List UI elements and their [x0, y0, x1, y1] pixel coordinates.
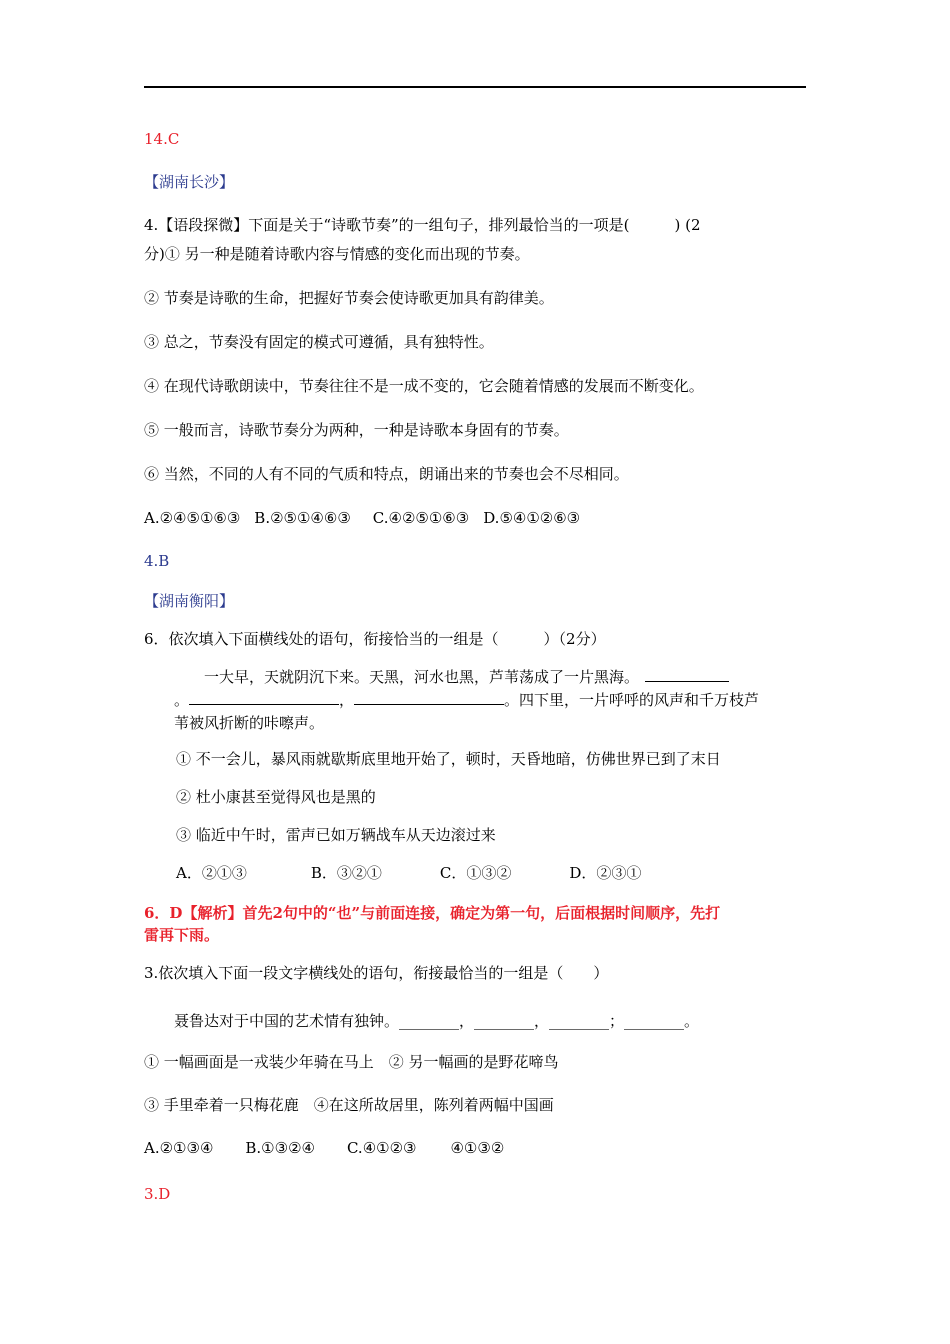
question-6-stem: 6．依次填入下面横线处的语句，衔接恰当的一组是（ ）（2分）	[144, 630, 606, 648]
question-6-passage-line1	[174, 666, 814, 688]
question-6-option-a: A．②①③	[176, 864, 247, 882]
question-3-stem: 3.依次填入下面一段文字横线处的语句，衔接最恰当的一组是（ ）	[144, 964, 609, 982]
question-3-sentences-row1: ① 一幅画面是一戎装少年骑在马上 ② 另一幅画的是野花啼鸟	[144, 1053, 559, 1071]
question-6-passage-text: 一大早，天就阴沉下来。天黑，河水也黑，芦苇荡成了一片黑海。	[204, 668, 640, 686]
question-6-sentence-1: ① 不一会儿，暴风雨就歇斯底里地开始了，顿时，天昏地暗，仿佛世界已到了末日	[176, 750, 721, 768]
question-3-option-c: C.④①②③	[346, 1139, 417, 1157]
question-4-option-d: D.⑤④①②⑥③	[483, 509, 581, 527]
header-rule	[144, 86, 806, 88]
section-heading-hengyang: 【湖南衡阳】	[144, 592, 235, 610]
fill-in-blank[interactable]	[645, 667, 729, 682]
question-3-options	[144, 1137, 814, 1159]
question-4-options	[144, 507, 814, 529]
section-heading-changsha: 【湖南长沙】	[144, 173, 235, 191]
fill-in-blank[interactable]	[354, 690, 504, 705]
question-3-passage: 聂鲁达对于中国的艺术情有独钟。________，________，________；________。	[174, 1012, 700, 1030]
question-6-option-b: B．③②①	[310, 864, 382, 882]
answer-4: 4.B	[144, 552, 170, 570]
question-6-sentence-3: ③ 临近中午时，雷声已如万辆战车从天边滚过来	[176, 826, 496, 844]
question-4-sentence-6: ⑥ 当然，不同的人有不同的气质和特点，朗诵出来的节奏也会不尽相同。	[144, 465, 629, 483]
question-6-sentence-2: ② 杜小康甚至觉得风也是黑的	[176, 788, 376, 806]
question-4-option-a: A.②④⑤①⑥③	[144, 509, 241, 527]
answer-14: 14.C	[144, 130, 180, 148]
question-4-sentence-2: ② 节奏是诗歌的生命，把握好节奏会使诗歌更加具有韵律美。	[144, 289, 554, 307]
question-3-option-b: B.①③②④	[245, 1139, 315, 1157]
question-3-option-d: ④①③②	[450, 1139, 505, 1157]
fill-in-blank[interactable]	[189, 690, 339, 705]
passage-comma: ，	[339, 691, 355, 709]
question-4-stem-line2: 分)① 另一种是随着诗歌内容与情感的变化而出现的节奏。	[144, 245, 530, 263]
passage-continuation: 。四下里，一片呼呼的风声和千万枝芦	[504, 691, 760, 709]
question-4-sentence-3: ③ 总之，节奏没有固定的模式可遵循，具有独特性。	[144, 333, 494, 351]
question-4-option-c: C.④②⑤①⑥③	[372, 509, 470, 527]
question-6-options	[176, 862, 810, 884]
question-6-option-d: D．②③①	[569, 864, 642, 882]
question-3-sentences-row2: ③ 手里牵着一只梅花鹿 ④在这所故居里，陈列着两幅中国画	[144, 1096, 554, 1114]
passage-period: 。	[174, 691, 190, 709]
question-4-sentence-5: ⑤ 一般而言，诗歌节奏分为两种，一种是诗歌本身固有的节奏。	[144, 421, 569, 439]
question-6-passage-line2	[174, 689, 814, 711]
answer-3: 3.D	[144, 1185, 171, 1203]
question-3-option-a: A.②①③④	[144, 1139, 214, 1157]
question-4-option-b: B.②⑤①④⑥③	[254, 509, 351, 527]
answer-6-line1: 6．D【解析】首先2句中的“也”与前面连接，确定为第一句，后面根据时间顺序，先打	[144, 904, 721, 922]
answer-6-line2: 雷再下雨。	[144, 926, 220, 944]
question-6-passage-line3: 苇被风折断的咔嚓声。	[174, 714, 325, 732]
question-4-sentence-4: ④ 在现代诗歌朗读中，节奏往往不是一成不变的，它会随着情感的发展而不断变化。	[144, 377, 704, 395]
question-6-option-c: C．①③②	[439, 864, 512, 882]
question-4-stem-line1: 4.【语段探微】下面是关于“诗歌节奏”的一组句子，排列最恰当的一项是( ) (2	[144, 216, 701, 234]
